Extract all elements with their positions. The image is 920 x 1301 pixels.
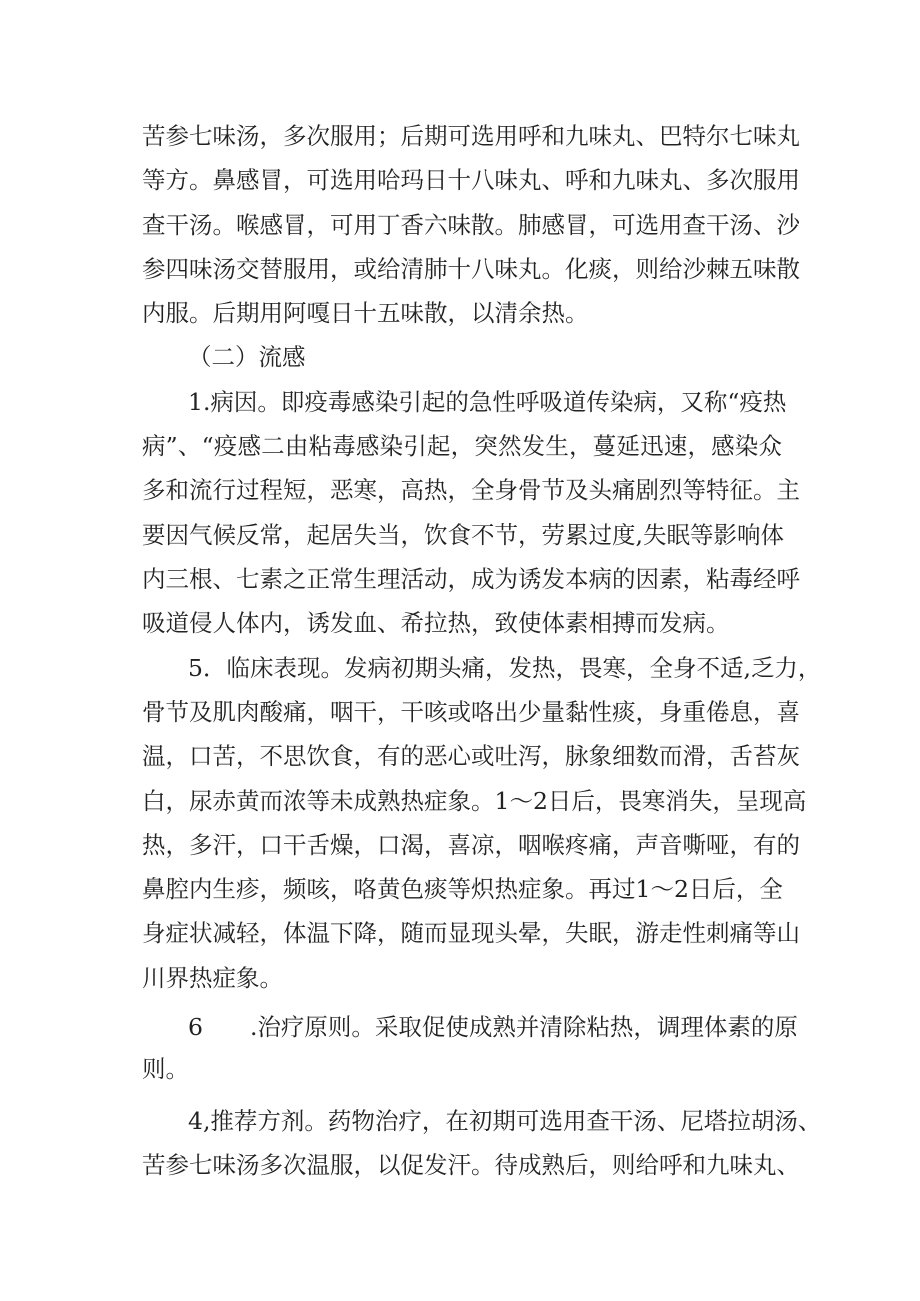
- text-line: 多和流行过程短，恶寒，高热，全身骨节及头痛剧烈等特征。主: [142, 476, 800, 504]
- section-heading: （二）流感: [188, 343, 306, 371]
- text-line: 热，多汗，口干舌燥，口渴，喜凉，咽喉疼痛，声音嘶哑，有的: [142, 831, 800, 859]
- text-line: 6 .治疗原则。采取促使成熟并清除粘热，调理体素的原: [188, 1013, 798, 1041]
- text-line: 参四味汤交替服用，或给清肺十八味丸。化痰，则给沙棘五味散: [142, 255, 800, 283]
- text-line: 鼻腔内生疹，频咳，咯黄色痰等炽热症象。再过1～2日后，全: [142, 875, 783, 903]
- text-line: 内服。后期用阿嘎日十五味散，以清余热。: [142, 299, 589, 327]
- text-line: 身症状减轻，体温下降，随而显现头晕，失眠，游走性刺痛等山: [142, 919, 800, 947]
- text-line: 1.病因。即疫毒感染引起的急性呼吸道传染病，又称“疫热: [188, 388, 787, 416]
- text-line: 4,推荐方剂。药物治疗，在初期可选用查干汤、尼塔拉胡汤、: [188, 1107, 822, 1135]
- text-line: 骨节及肌肉酸痛，咽干，干咳或咯出少量黏性痰，身重倦息，喜: [142, 698, 800, 726]
- text-line: 内三根、七素之正常生理活动，成为诱发本病的因素，粘毒经呼: [142, 565, 800, 593]
- text-line: 川界热症象。: [142, 964, 283, 992]
- text-line: 吸道侵人体内，诱发血、希拉热，致使体素相搏而发病。: [142, 609, 730, 637]
- text-line: 要因气候反常，起居失当，饮食不节，劳累过度,失眠等影响体: [142, 521, 784, 549]
- text-line: 温，口苦，不思饮食，有的恶心或吐泻，脉象细数而滑，舌苔灰: [142, 742, 800, 770]
- text-line: 白，尿赤黄而浓等未成熟热症象。1～2日后，畏寒消失，呈现高: [142, 787, 807, 815]
- text-line: 苦参七味汤，多次服用；后期可选用呼和九味丸、巴特尔七味丸: [142, 122, 800, 150]
- text-line: 病”、“疫感二由粘毒感染引起，突然发生，蔓延迅速，感染众: [142, 432, 782, 460]
- text-line: 等方。鼻感冒，可选用哈玛日十八味丸、呼和九味丸、多次服用: [142, 166, 800, 194]
- text-line: 苦参七味汤多次温服，以促发汗。待成熟后，则给呼和九味丸、: [142, 1151, 800, 1179]
- text-line: 查干汤。喉感冒，可用丁香六味散。肺感冒，可选用查干汤、沙: [142, 211, 800, 239]
- text-line: 则。: [142, 1055, 189, 1083]
- text-line: 5．临床表现。发病初期头痛，发热，畏寒，全身不适,乏力，: [188, 654, 822, 682]
